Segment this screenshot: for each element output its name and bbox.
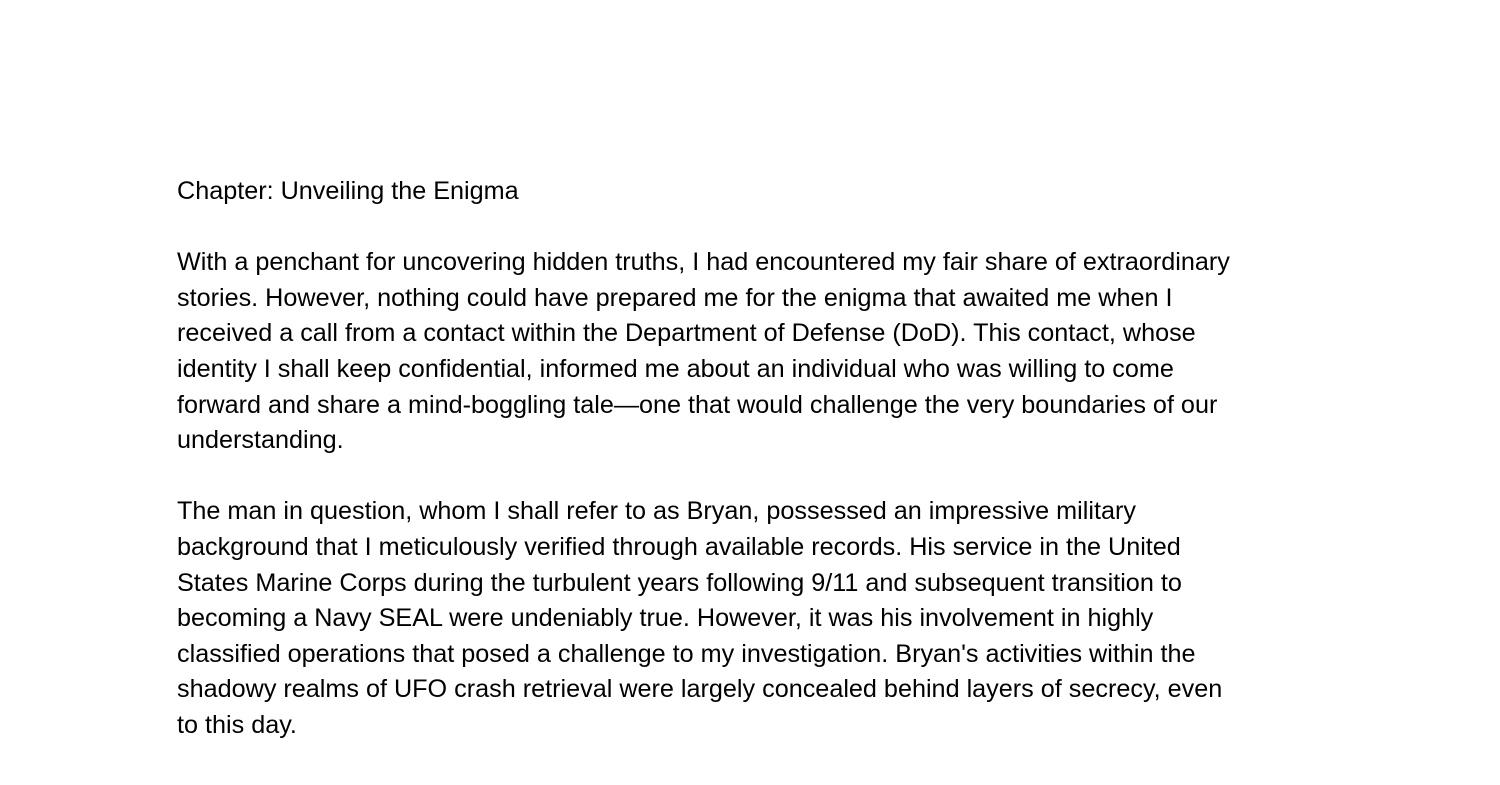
paragraph-line: stories. However, nothing could have prepared me for the enigma that awaited me when I <box>177 283 1173 312</box>
paragraph-line: background that I meticulously verified through available records. His service in the United <box>177 532 1181 561</box>
paragraph-line: to this day. <box>177 710 297 739</box>
paragraph-line: identity I shall keep confidential, informed me about an individual who was willing to come <box>177 354 1174 383</box>
paragraph-line: classified operations that posed a challenge to my investigation. Bryan's activities within the <box>177 639 1196 668</box>
paragraph-line: becoming a Navy SEAL were undeniably true. However, it was his involvement in highly <box>177 604 1154 633</box>
chapter-heading-text: Chapter: Unveiling the Enigma <box>177 177 519 205</box>
paragraph-line: forward and share a mind-boggling tale—one that would challenge the very boundaries of our <box>177 390 1218 419</box>
paragraph-line: shadowy realms of UFO crash retrieval were largely concealed behind layers of secrecy, even <box>177 675 1223 704</box>
paragraph-2 <box>177 494 1317 743</box>
paragraph-line: received a call from a contact within the Department of Defense (DoD). This contact, whose <box>177 319 1196 348</box>
paragraph-line: States Marine Corps during the turbulent years following 9/11 and subsequent transition to <box>177 568 1182 597</box>
paragraph-line: understanding. <box>177 426 344 455</box>
paragraph-line: With a penchant for uncovering hidden truths, I had encountered my fair share of extraordinary <box>177 248 1230 277</box>
document-body <box>177 174 1317 779</box>
chapter-heading <box>177 174 1317 210</box>
paragraph-1 <box>177 245 1317 459</box>
paragraph-line: The man in question, whom I shall refer to as Bryan, possessed an impressive military <box>177 497 1136 526</box>
